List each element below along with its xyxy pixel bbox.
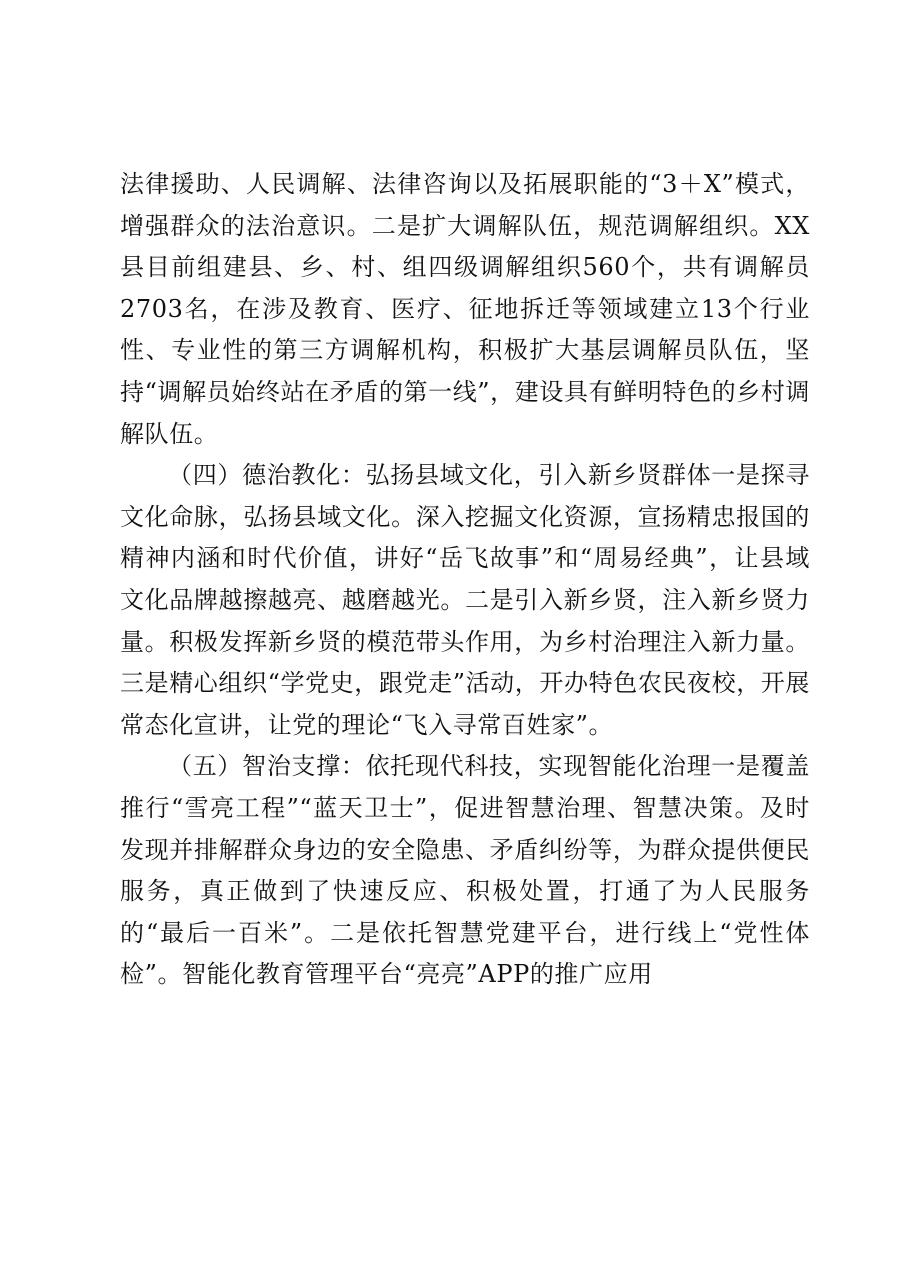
document-body [120, 164, 810, 996]
paragraph-section-five: （五）智治支撑：依托现代科技，实现智能化治理一是覆盖推行“雪亮工程”“蓝天卫士”，促进智慧治理、智慧决策。及时发现并排解群众身边的安全隐患、矛盾纠纷等，为群众提供便民服务，真正做到了快速反应、积极处置，打通了为人民服务的“最后一百米”。二是依托智慧党建平台，进行线上“党性体检”。智能化教育管理平台“亮亮”APP的推广应用 [120, 752, 810, 989]
paragraph-section-four: （四）德治教化：弘扬县域文化，引入新乡贤群体一是探寻文化命脉，弘扬县域文化。深入挖掘文化资源，宣扬精忠报国的精神内涵和时代价值，讲好“岳飞故事”和“周易经典”，让县域文化品牌越擦越亮、越磨越光。二是引入新乡贤，注入新乡贤力量。积极发挥新乡贤的模范带头作用，为乡村治理注入新力量。三是精心组织“学党史，跟党走”活动，开办特色农民夜校，开展常态化宣讲，让党的理论“飞入寻常百姓家”。 [120, 461, 810, 739]
paragraph-continuation: 法律援助、人民调解、法律咨询以及拓展职能的“3＋X”模式，增强群众的法治意识。二是扩大调解队伍，规范调解组织。XX县目前组建县、乡、村、组四级调解组织560个，共有调解员2703名，在涉及教育、医疗、征地拆迁等领域建立13个行业性、专业性的第三方调解机构，积极扩大基层调解员队伍，坚持“调解员始终站在矛盾的第一线”，建设具有鲜明特色的乡村调解队伍。 [120, 170, 810, 448]
